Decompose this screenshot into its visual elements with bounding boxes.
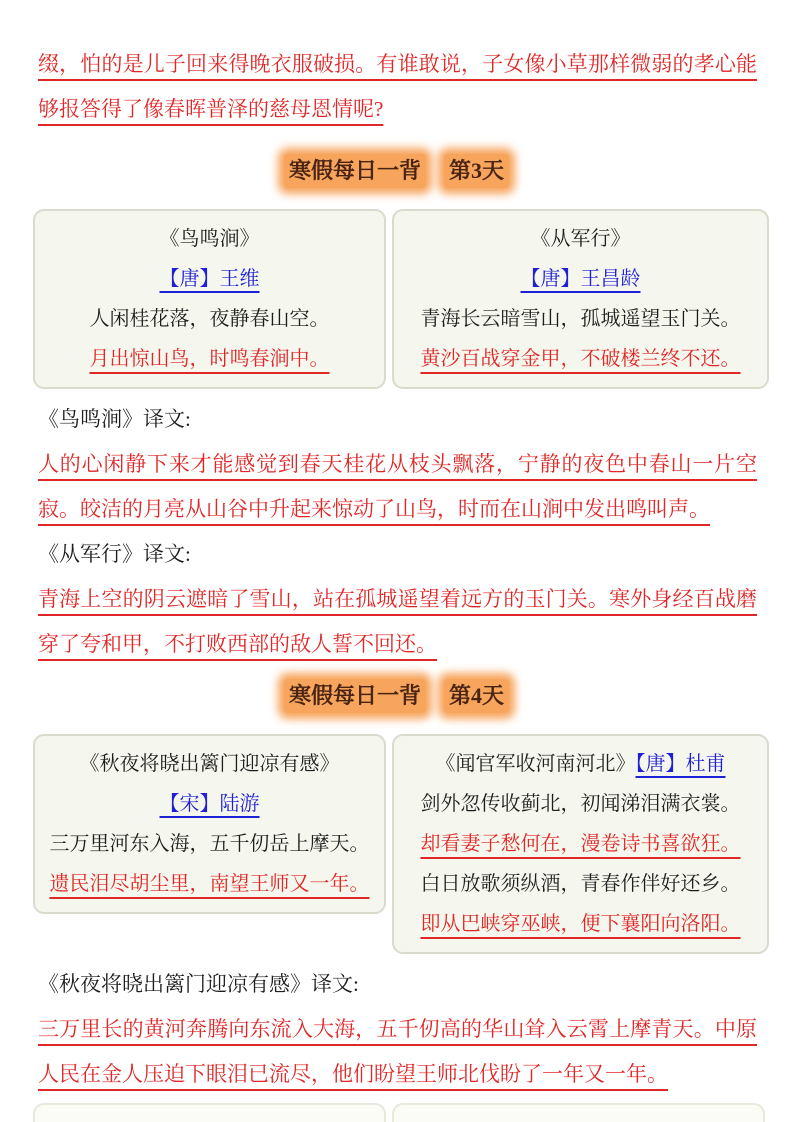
poem-author-link[interactable]: 【宋】陆游 xyxy=(159,793,260,815)
poem-line-highlighted: 遗民泪尽胡尘里，南望王师又一年。 xyxy=(49,873,370,895)
poem-author-row xyxy=(400,259,761,299)
day4-header-title: 寒假每日一背 xyxy=(284,679,426,713)
poem-line: 三万里河东入海，五千仞岳上摩天。 xyxy=(49,833,370,855)
poem-author-link[interactable]: 【唐】杜甫 xyxy=(635,753,726,775)
poem-line-highlighted: 即从巴峡穿巫峡，便下襄阳向洛阳。 xyxy=(420,913,741,935)
next-poem-card-preview-right xyxy=(392,1103,765,1122)
poem-author-row xyxy=(41,784,378,824)
poem-line-highlighted: 黄沙百战穿金甲，不破楼兰终不还。 xyxy=(420,348,741,370)
day3-header-day: 第3天 xyxy=(444,154,509,188)
poem-card-wen-guan-jun xyxy=(392,734,769,954)
day3-header-title: 寒假每日一背 xyxy=(284,154,426,188)
next-poem-card-preview-left xyxy=(33,1103,386,1122)
poem-title: 《闻官军收河南河北》 xyxy=(435,753,636,775)
poem-author-link[interactable]: 【唐】王维 xyxy=(159,268,260,290)
translation-label-cong-jun-xing: 《从军行》译文: xyxy=(38,542,191,566)
translation-text-cong-jun-xing: 青海上空的阴云遮暗了雪山，站在孤城遥望着远方的玉门关。寒外身经百战磨穿了夸和甲，不打败西部的敌人誓不回还。 xyxy=(38,587,757,656)
translation-label-niao-ming-jian: 《鸟鸣涧》译文: xyxy=(38,407,191,431)
poem-card-cong-jun-xing xyxy=(392,209,769,389)
translation-text-qiu-ye: 三万里长的黄河奔腾向东流入大海，五千仞高的华山耸入云霄上摩青天。中原人民在金人压迫下眼泪已流尽，他们盼望王师北伐盼了一年又一年。 xyxy=(38,1017,757,1086)
poem-title: 《从军行》 xyxy=(530,228,631,250)
day4-poem-cards xyxy=(33,734,769,954)
poem-card-qiu-ye-jiang-xiao xyxy=(33,734,386,914)
poem-title: 《鸟鸣涧》 xyxy=(159,228,260,250)
poem-line: 青海长云暗雪山，孤城遥望玉门关。 xyxy=(420,308,741,330)
day4-header-day: 第4天 xyxy=(444,679,509,713)
day3-poem-cards xyxy=(33,209,769,389)
poem-line: 白日放歌须纵酒，青春作伴好还乡。 xyxy=(420,873,741,895)
poem-title-author-row xyxy=(400,744,761,784)
day3-header xyxy=(0,154,793,191)
translation-text-niao-ming-jian: 人的心闲静下来才能感觉到春天桂花从枝头飘落，宁静的夜色中春山一片空寂。皎洁的月亮从山谷中升起来惊动了山鸟，时而在山涧中发出鸣叫声。 xyxy=(38,452,757,521)
day4-header xyxy=(0,679,793,716)
translation-label-qiu-ye: 《秋夜将晓出篱门迎凉有感》译文: xyxy=(38,972,359,996)
poem-card-niao-ming-jian xyxy=(33,209,386,389)
poem-line-highlighted: 却看妻子愁何在，漫卷诗书喜欲狂。 xyxy=(420,833,741,855)
intro-translation-text: 缀，怕的是儿子回来得晚衣服破损。有谁敢说，子女像小草那样微弱的孝心能够报答得了像春晖普泽的慈母恩情呢? xyxy=(38,52,757,121)
poem-author-link[interactable]: 【唐】王昌龄 xyxy=(520,268,641,290)
poem-author-row xyxy=(41,259,378,299)
poem-title: 《秋夜将晓出篱门迎凉有感》 xyxy=(79,753,340,775)
poem-line-highlighted: 月出惊山鸟，时鸣春涧中。 xyxy=(89,348,330,370)
poem-line: 人闲桂花落，夜静春山空。 xyxy=(89,308,330,330)
poem-line: 剑外忽传收蓟北，初闻涕泪满衣裳。 xyxy=(420,793,741,815)
